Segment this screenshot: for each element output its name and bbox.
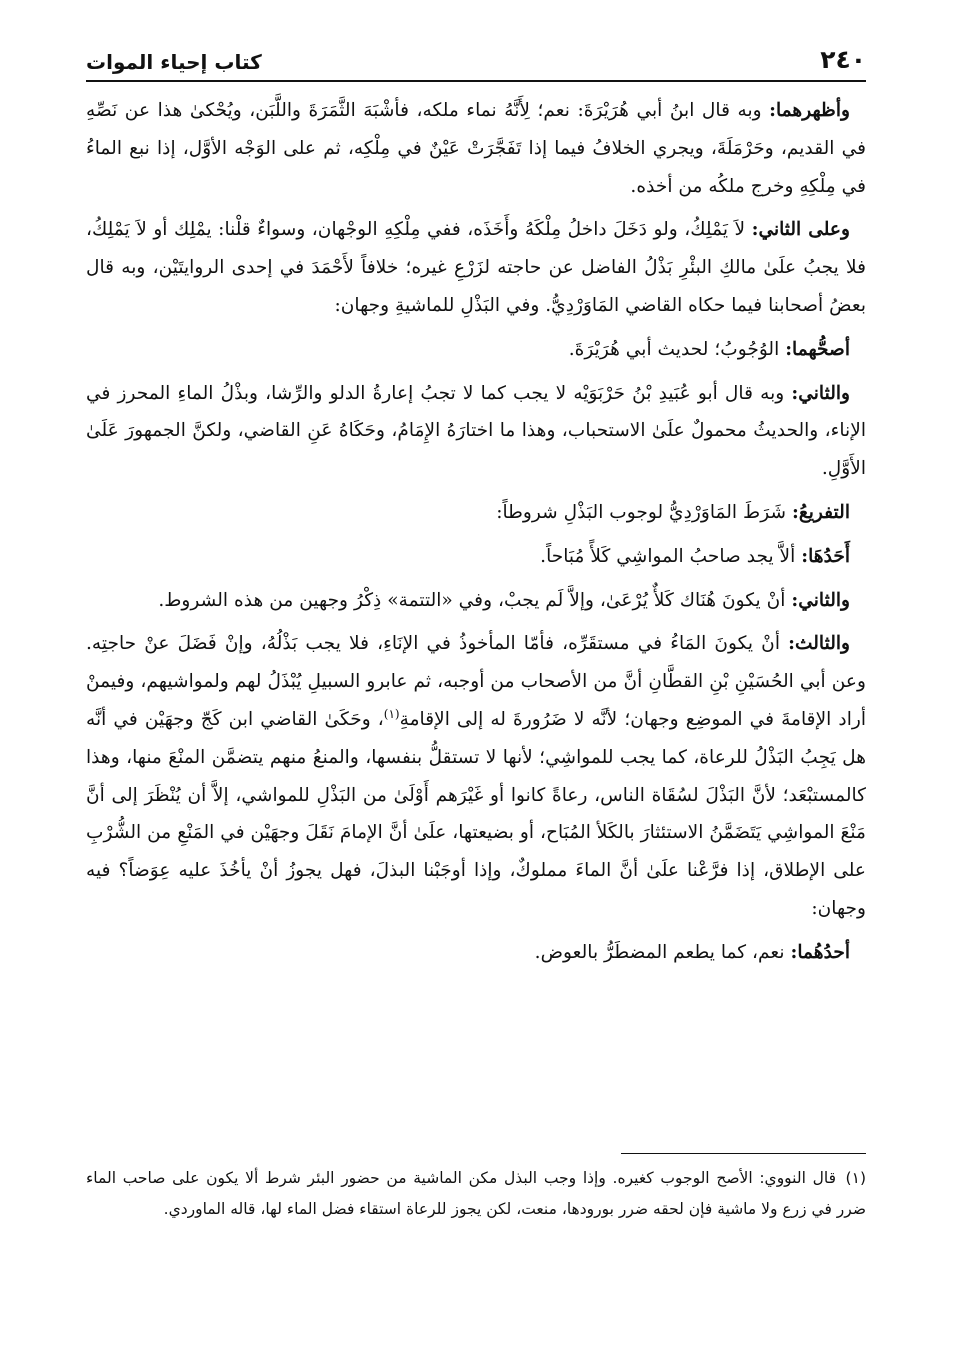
book-title: كتاب إحياء الموات [86,50,262,74]
paragraph-6 [86,538,866,576]
paragraph-text: الوُجُوبُ؛ لحديث أبي هُرَيْرَةَ. [568,338,786,360]
footnote-marker: (١) [845,1169,866,1187]
paragraph-text: شَرَطَ المَاوَرْدِيُّ لوجوب البَذْلِ شروطاً: [496,501,792,523]
header-rule [86,80,866,82]
page-number: ٢٤٠ [820,45,866,74]
footnote-reference[interactable]: (١) [383,706,400,721]
paragraph-lead: والثالث: [788,633,850,655]
main-text [86,92,866,978]
footnote-separator [621,1153,866,1154]
running-header [86,36,866,74]
paragraph-text: أنْ يكونَ المَاءُ في مستقَرِّه، فأمّا المأخوذُ في الإنَاءِ، فلا يجب بَذْلُهُ، وإنْ فَضَلَ عنْ حاجتِه. وعن أبي الحُسَيْنِ بْنِ القطَّانِ أنَّ من الأصحاب من أوجبه، ثم عابرو السبيلِ يُبْذَلُ لهم ولمواشيهم، وفيمنْ أراد الإقامةَ في الموضِع وجهان؛ لأنَّه لا ضَرُورةَ له إلى الإقامةِ [86,633,867,730]
paragraph-lead: وعلى الثاني: [751,219,850,241]
paragraph-5 [86,494,866,532]
paragraph-lead: أصحُّهما: [785,338,850,360]
paragraph-7 [86,582,866,620]
paragraph-4 [86,375,866,488]
paragraph-9 [86,934,866,972]
paragraph-text: لاَ يَمْلِكُ، ولو دَخَلَ داخلُ مِلْكَهُ وأَخَذَه، ففي مِلْكِهِ الوجْهان، وسواءٌ قلْنا: يمْلِك أو لاَ يَمْلِكُ، فلا يجبُ علَىٰ مالكِ البئْرِ بَذْلُ الفاضل عن حاجته لزَرْعِ غيره؛ خلافاً لأَحْمَدَ في إحدى الروايتَيْن، وبه قال بعضُ أصحابنا فيما حكاه القاضي المَاوَرْدِيُّ. وفي البَذْلِ للماشيةِ وجهان: [86,219,866,316]
paragraph-lead: والثاني: [791,589,850,611]
paragraph-lead: أحدُهُما: [790,941,850,963]
paragraph-lead: التفريعُ: [791,501,850,523]
paragraph-3 [86,331,866,369]
paragraph-text-continued: ، وحَكَىٰ القاضي ابن كَجّ وجهَيْن في أنَّه هل يَجِبُ البَذْلُ للرعاة، كما يجب للمواشِي؛ لأنها لا تستقلُّ بنفسها، والمنعُ منهم يتضمَّن المنْعَ منها، وهذا كالمستبْعَد؛ لأنَّ البَذْلَ لسُقَاة الناس، رعاةً كانوا أو غَيْرَهم أَوْلَىٰ من البَذْلِ للمواشي، إلاَّ أن يُنْظَرَ إلى أنَّ مَنْعَ المواشِي يَتَضَمَّنُ الاستئثارَ بالكَلأ المُبَاح، أو بضيعتها، علَىٰ أنَّ الإمامَ نَقَلَ وجهَيْن في المَنْعِ من الشُّرْبِ على الإطلاق، إذا فرَّعْنا علَىٰ أنَّ الماءَ مملوكٌ، وإذا أوجَبْنا البذلَ، فهل يجوزُ أنْ يأخُذَ عليه عِوَضاً؟ فيه وجهان: [86,708,866,919]
paragraph-text: وبه قال أبو عُبَيدِ بْنُ حَرْبَوَيْه لا يجب كما لا تجبُ إعارةُ الدلو والرِّشا، وبذْلُ الماءِ المحرز في الإناء، والحديثُ محمولٌ علَىٰ الاستحباب، وهذا ما اختارَهُ الإِمَامُ، وحَكَاهُ عَنِ القاضي، ولكنَّ الجمهورَ عَلَىٰ الأَوَّلِ. [86,382,866,480]
paragraph-8 [86,625,866,927]
paragraph-lead: والثاني: [791,382,850,404]
footnote-text: قال النووي: الأصح الوجوب كغيره. وإذا وجب البذل مكن الماشية من حضور البئر شرط ألا يكون على صاحب الماء ضرر في زرع ولا ماشية فإن لحقه ضرر بورودها، منعت، لكن يجوز للرعاة استقاء فضل الماء لها، قاله الماوردي. [86,1169,866,1218]
paragraph-text: ألاَّ يجد صاحبُ المواشِي كَلأً مُبَاحاً. [540,545,802,567]
paragraph-text: وبه قال ابنُ أبي هُرَيْرَةَ: نعم؛ لِأَنَّهُ نماء ملكه، فأشْبَهَ الثَّمَرَةَ واللَّبَن، ويُحْكىٰ هذا عن نَصِّهِ في القديم، وحَرْمَلَةَ، ويجري الخلافُ فيما إذا تَفَجَّرَتْ عَيْنٌ في مِلْكِه، ثم على الوَجْه الأوَّل، إذا نبع الماءُ في مِلْكِهِ وخرج ملكُه من أخذه. [86,100,866,197]
paragraph-text: نعم، كما يطعم المضطَرُّ بالعوض. [534,941,791,963]
paragraph-text: أنْ يكونَ هُنَاك كَلأٌ يُرْعَىٰ، وإلاَّ لَم يجبْ، وفي «التتمة» ذِكْرُ وجهين من هذه الشروط. [158,589,792,611]
paragraph-lead: أَحَدُهَا: [801,545,850,567]
paragraph-2 [86,211,866,324]
footnote [86,1163,866,1225]
paragraph-lead: وأظهرهما: [769,100,850,121]
paragraph-1 [86,92,866,205]
